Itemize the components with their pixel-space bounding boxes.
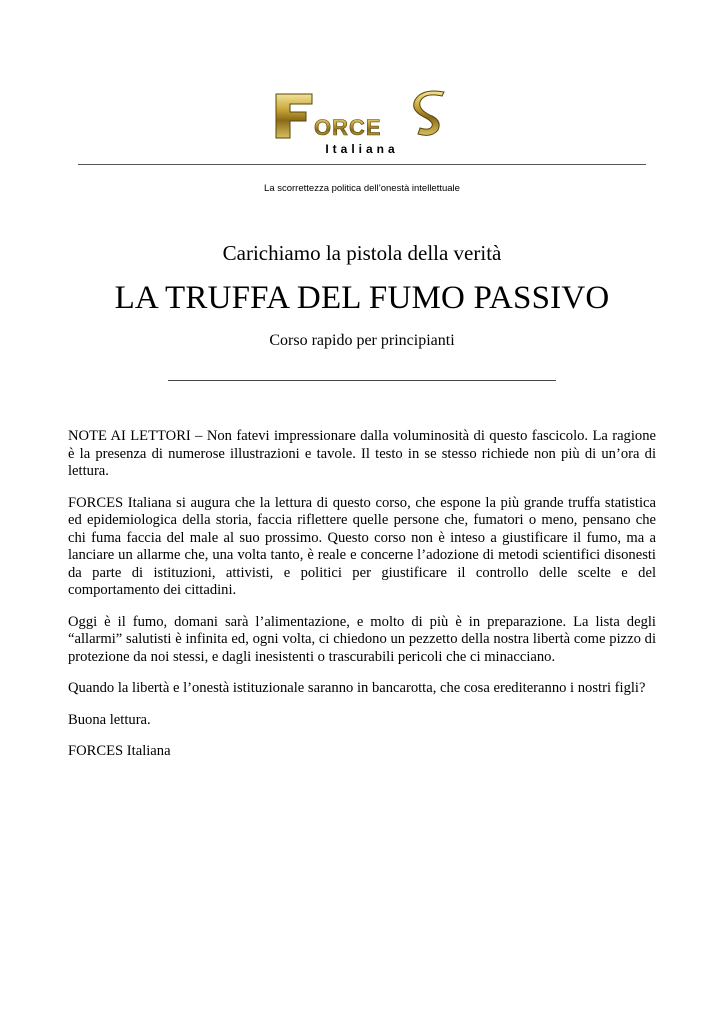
logo-orce-text: ORCE bbox=[314, 115, 382, 140]
header-logo-block bbox=[0, 86, 724, 158]
paragraph-signature: FORCES Italiana bbox=[68, 743, 171, 759]
paragraph-note-to-readers: NOTE AI LETTORI – Non fatevi impressionare dalla voluminosità di questo fascicolo. La ragione è la presenza di numerose illustrazioni e tavole. Il testo in se stesso richiede non più di un’ora di lettura. bbox=[68, 428, 656, 479]
paragraph-alarms: Oggi è il fumo, domani sarà l’alimentazione, e molto di più è in preparazione. La lista degli “allarmi” salutisti è infinita ed, ogni volta, ci chiedono un pezzetto della nostra libertà come pizzo di protezione da noi stessi, e dagli inesistenti o trascurabili pericoli che ci minacciano. bbox=[68, 613, 656, 665]
forces-logo bbox=[272, 88, 452, 142]
paragraph-greeting: Buona lettura. bbox=[68, 711, 151, 728]
document-title: LA TRUFFA DEL FUMO PASSIVO bbox=[114, 280, 610, 316]
title-divider bbox=[168, 380, 556, 381]
paragraph-intro: FORCES Italiana si augura che la lettura di questo corso, che espone la più grande truffa statistica ed epidemiologica della storia, faccia riflettere quelle persone che, fumatori o meno, pensano che chi fuma faccia del male al suo prossimo. Questo corso non è inteso a giustificare il fumo, ma a lanciare un allarme che, una volta tanto, è reale e concerne l’adozione di metodi scientifici disonesti da parte di istituzioni, attivisti, e politici per giustificare il controllo delle scelte e del comportamento dei cittadini. bbox=[68, 494, 656, 598]
logo-subtitle: Italiana bbox=[325, 142, 399, 156]
header-divider bbox=[78, 164, 646, 165]
tagline: La scorrettezza politica dell’onestà intellettuale bbox=[264, 183, 460, 194]
document-subtitle: Corso rapido per principianti bbox=[269, 332, 455, 349]
paragraph-question: Quando la libertà e l’onestà istituzionale saranno in bancarotta, che cosa erediteranno i nostri figli? bbox=[68, 680, 646, 696]
document-kicker: Carichiamo la pistola della verità bbox=[222, 241, 502, 265]
body-text bbox=[68, 428, 656, 775]
